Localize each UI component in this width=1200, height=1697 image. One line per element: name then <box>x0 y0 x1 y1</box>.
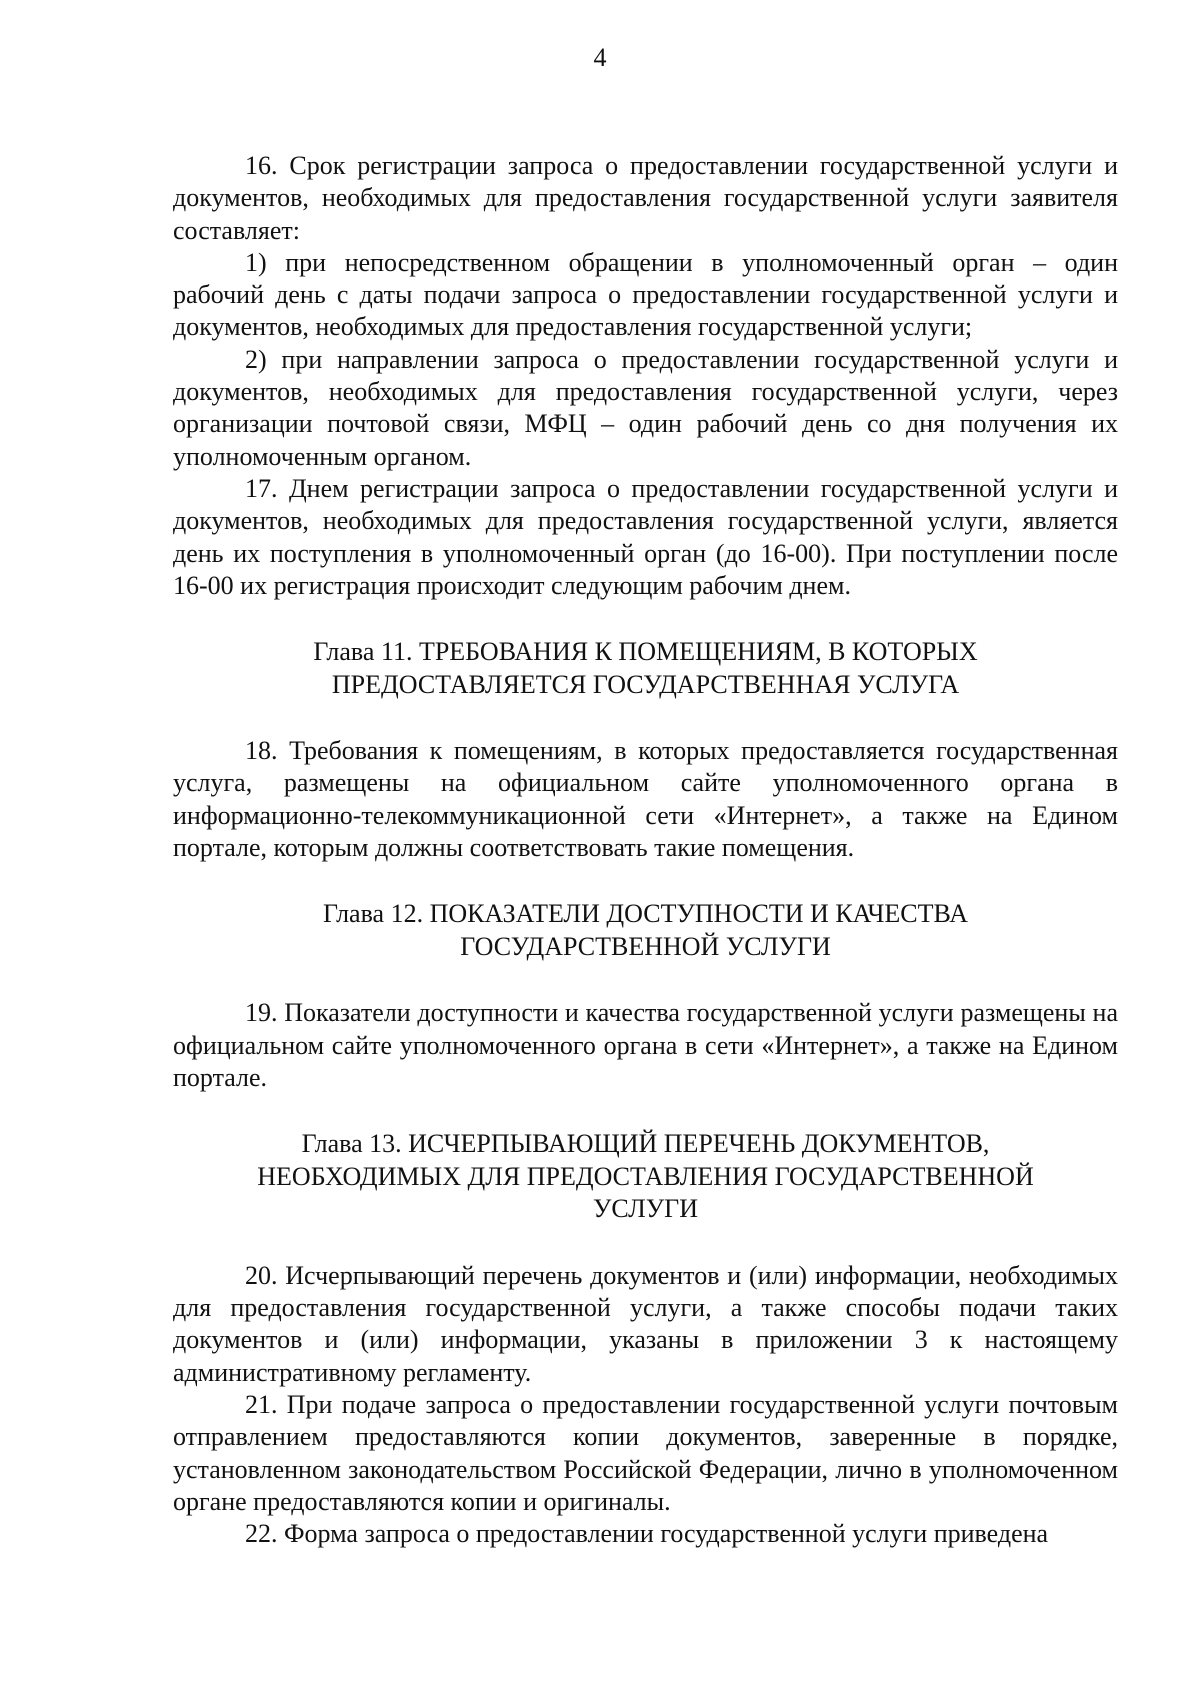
chapter-12-heading-line-1: Глава 12. ПОКАЗАТЕЛИ ДОСТУПНОСТИ И КАЧЕСТВА <box>323 899 968 929</box>
paragraph-21: 21. При подаче запроса о предоставлении государственной услуги почтовым отправлением предоставляются копии документов, заверенные в порядке, установленном законодательством Российской Федерации, лично в уполномоченном органе предоставляются копии и оригиналы. <box>173 1389 1118 1516</box>
chapter-13-heading-line-1: Глава 13. ИСЧЕРПЫВАЮЩИЙ ПЕРЕЧЕНЬ ДОКУМЕНТОВ, <box>301 1129 990 1159</box>
chapter-13-heading <box>173 1128 1118 1226</box>
paragraph-19: 19. Показатели доступности и качества государственной услуги размещены на официальном сайте уполномоченного органа в сети «Интернет», а также на Едином портале. <box>173 998 1118 1092</box>
chapter-13-heading-line-3: УСЛУГИ <box>593 1194 698 1224</box>
chapter-11-heading-line-1: Глава 11. ТРЕБОВАНИЯ К ПОМЕЩЕНИЯМ, В КОТОРЫХ <box>313 637 978 667</box>
page-number: 4 <box>593 43 607 72</box>
chapter-12-heading <box>173 898 1118 963</box>
paragraph-22: 22. Форма запроса о предоставлении государственной услуги приведена <box>245 1519 1049 1549</box>
paragraph-18: 18. Требования к помещениям, в которых предоставляется государственная услуга, размещены на официальном сайте уполномоченного органа в информационно-телекоммуникационной сети «Интернет», а также на Едином портале, которым должны соответствовать такие помещения. <box>173 736 1118 863</box>
paragraph-17: 17. Днем регистрации запроса о предоставлении государственной услуги и документов, необходимых для предоставления государственной услуги, является день их поступления в уполномоченный орган (до 16-00). При поступлении после 16-00 их регистрация происходит следующим рабочим днем. <box>173 473 1118 600</box>
paragraph-16: 16. Срок регистрации запроса о предоставлении государственной услуги и документов, необходимых для предоставления государственной услуги заявителя составляет: <box>173 151 1118 245</box>
chapter-11-heading-line-2: ПРЕДОСТАВЛЯЕТСЯ ГОСУДАРСТВЕННАЯ УСЛУГА <box>331 669 960 699</box>
document-body <box>173 150 1118 1550</box>
paragraph-20: 20. Исчерпывающий перечень документов и (или) информации, необходимых для предоставления государственной услуги, а также способы подачи таких документов и (или) информации, указаны в приложении 3 к настоящему административному регламенту. <box>173 1260 1118 1387</box>
paragraph-16-item-1: 1) при непосредственном обращении в уполномоченный орган – один рабочий день с даты подачи запроса о предоставлении государственной услуги и документов, необходимых для предоставления государственной услуги; <box>173 247 1118 342</box>
chapter-12-heading-line-2: ГОСУДАРСТВЕННОЙ УСЛУГИ <box>460 931 831 961</box>
paragraph-16-item-2: 2) при направлении запроса о предоставлении государственной услуги и документов, необходимых для предоставления государственной услуги, через организации почтовой связи, МФЦ – один рабочий день со дня получения их уполномоченным органом. <box>173 344 1118 471</box>
chapter-13-heading-line-2: НЕОБХОДИМЫХ ДЛЯ ПРЕДОСТАВЛЕНИЯ ГОСУДАРСТВЕННОЙ <box>257 1161 1034 1191</box>
chapter-11-heading <box>173 636 1118 701</box>
